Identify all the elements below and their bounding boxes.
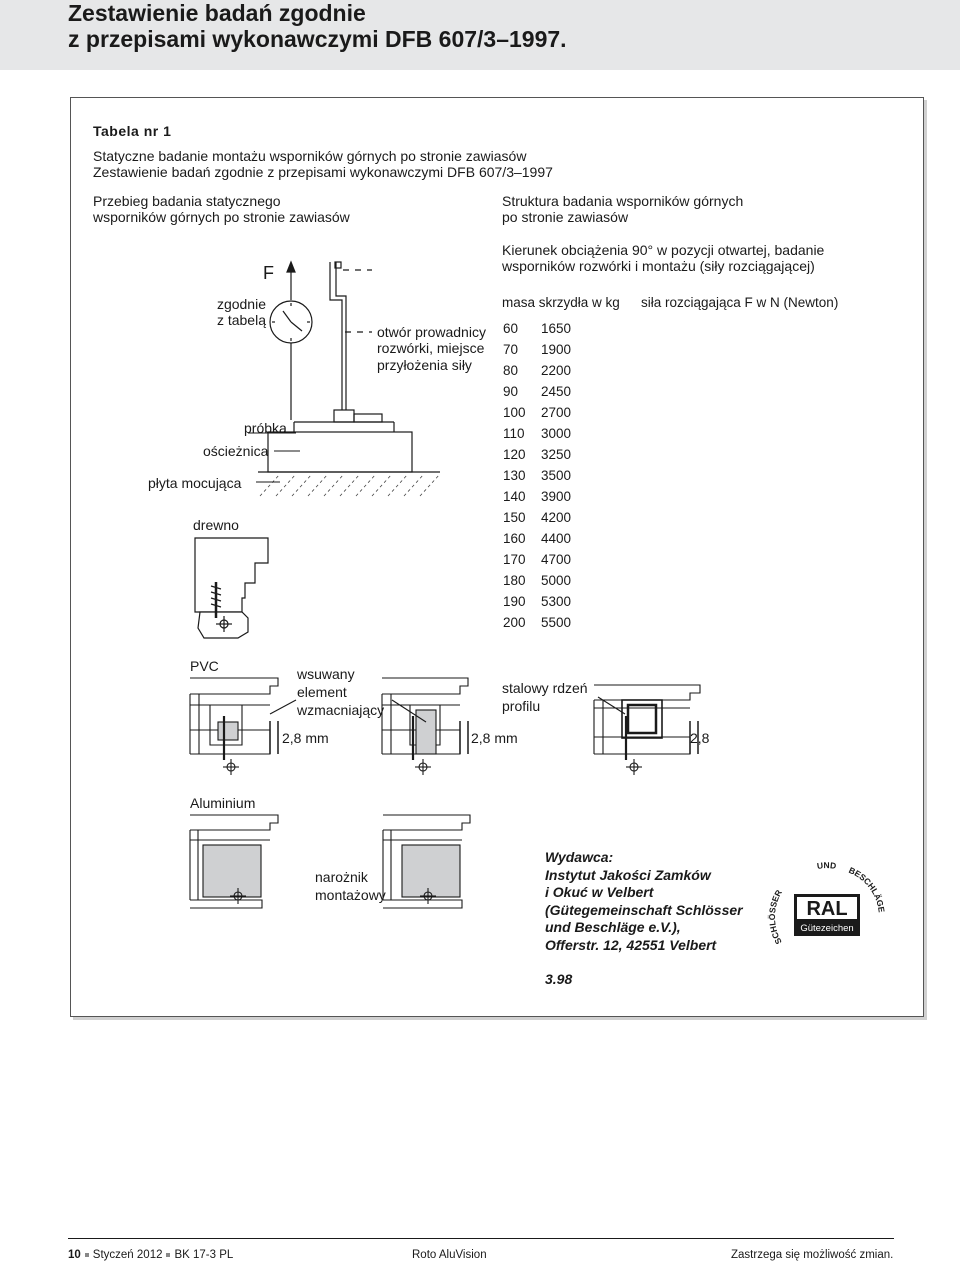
cell-force: 3000	[541, 426, 572, 441]
page-title: Zestawienie badań zgodnie z przepisami wykonawczymi DFB 607/3–1997.	[68, 0, 567, 52]
pvc-dim-3: 2,8	[690, 730, 710, 746]
load-direction-line2: wsporników rozwórki i montażu (siły rozciągającej)	[502, 258, 815, 274]
left-heading-line1: Przebieg badania statycznego	[93, 193, 281, 209]
svg-text:UND	[816, 860, 836, 871]
cell-force: 2700	[541, 405, 572, 420]
seal-gutezeichen: Gütezeichen	[800, 923, 854, 934]
cell-force: 5500	[541, 615, 572, 630]
publisher-block: Wydawca: Instytut Jakości Zamków i Okuć w Velbert (Gütegemeinschaft Schlösser und Beschläge e.V.), Offerstr. 12, 42551 Velbert	[545, 849, 743, 953]
cell-force: 5000	[541, 573, 572, 588]
cell-force: 2200	[541, 363, 572, 378]
label-otwor-1: otwór prowadnicy	[377, 324, 486, 340]
seal-text-right: BESCHLÄGE	[847, 864, 887, 914]
table-desc-line2: Zestawienie badań zgodnie z przepisami wykonawczymi DFB 607/3–1997	[93, 164, 553, 180]
pvc-dim-1: 2,8 mm	[282, 730, 329, 746]
pvc-dim-2: 2,8 mm	[471, 730, 518, 746]
cell-mass: 190	[503, 594, 526, 609]
seal-text-top: UND	[816, 860, 837, 871]
cell-force: 4400	[541, 531, 572, 546]
load-direction-line1: Kierunek obciążenia 90° w pozycji otwartej, badanie	[502, 242, 825, 258]
pvc-wsuwany-2: element	[297, 684, 347, 700]
table-heading: Tabela nr 1	[93, 123, 172, 139]
publisher-date: 3.98	[545, 971, 573, 987]
label-oscieznica: ościeżnica	[203, 443, 269, 459]
cell-force: 1650	[541, 321, 572, 336]
cell-force: 3500	[541, 468, 572, 483]
cell-force: 5300	[541, 594, 572, 609]
label-probka: próbka	[244, 420, 287, 436]
cell-mass: 180	[503, 573, 526, 588]
col-force-header: siła rozciągająca F w N (Newton)	[641, 295, 839, 310]
footer-rule	[68, 1238, 894, 1239]
cell-force: 4200	[541, 510, 572, 525]
force-label: F	[263, 263, 274, 283]
cell-mass: 150	[503, 510, 526, 525]
right-heading-line1: Struktura badania wsporników górnych	[502, 193, 744, 209]
label-zgodnie: zgodnie	[216, 296, 266, 312]
ral-seal-icon	[764, 860, 890, 970]
left-heading-line2: wsporników górnych po stronie zawiasów	[93, 209, 350, 225]
footer-left: 10 Styczeń 2012 BK 17-3 PL	[68, 1249, 234, 1261]
footer-brand: Roto AluVision	[412, 1249, 487, 1261]
cell-mass: 70	[503, 342, 519, 357]
svg-text:SCHLÖSSER	[767, 888, 784, 946]
label-drewno: drewno	[193, 517, 239, 533]
seal-ral: RAL	[806, 898, 848, 920]
cell-mass: 200	[503, 615, 526, 630]
right-heading-line2: po stronie zawiasów	[502, 209, 629, 225]
cell-force: 3250	[541, 447, 572, 462]
pvc-rdzen-2: profilu	[502, 698, 541, 714]
pvc-rdzen-1: stalowy rdzeń	[502, 680, 588, 696]
cell-force: 2450	[541, 384, 572, 399]
pvc-label: PVC	[190, 658, 219, 674]
label-plyta: płyta mocująca	[148, 475, 242, 491]
aluminium-label: Aluminium	[190, 795, 256, 811]
aluminium-naroznik-1: narożnik	[315, 869, 368, 885]
label-z-tabela: z tabelą	[216, 312, 266, 328]
cell-force: 1900	[541, 342, 572, 357]
cell-mass: 90	[503, 384, 519, 399]
cell-mass: 160	[503, 531, 526, 546]
seal-text-left: SCHLÖSSER	[766, 888, 784, 947]
cell-force: 4700	[541, 552, 572, 567]
table-desc-line1: Statyczne badanie montażu wsporników górnych po stronie zawiasów	[93, 148, 527, 164]
cell-mass: 60	[503, 321, 519, 336]
cell-mass: 110	[503, 426, 525, 441]
col-mass-header: masa skrzydła w kg	[502, 295, 620, 310]
cell-mass: 120	[503, 447, 526, 462]
cell-mass: 130	[503, 468, 526, 483]
cell-force: 3900	[541, 489, 572, 504]
footer-note: Zastrzega się możliwość zmian.	[731, 1249, 894, 1261]
cell-mass: 80	[503, 363, 519, 378]
cell-mass: 100	[503, 405, 526, 420]
aluminium-naroznik-2: montażowy	[315, 887, 386, 903]
pvc-wsuwany-3: wzmacniający	[297, 702, 385, 718]
cell-mass: 140	[503, 489, 526, 504]
label-otwor-3: przyłożenia siły	[377, 357, 472, 373]
pvc-wsuwany-1: wsuwany	[297, 666, 355, 682]
label-otwor-2: rozwórki, miejsce	[377, 340, 485, 356]
cell-mass: 170	[503, 552, 526, 567]
